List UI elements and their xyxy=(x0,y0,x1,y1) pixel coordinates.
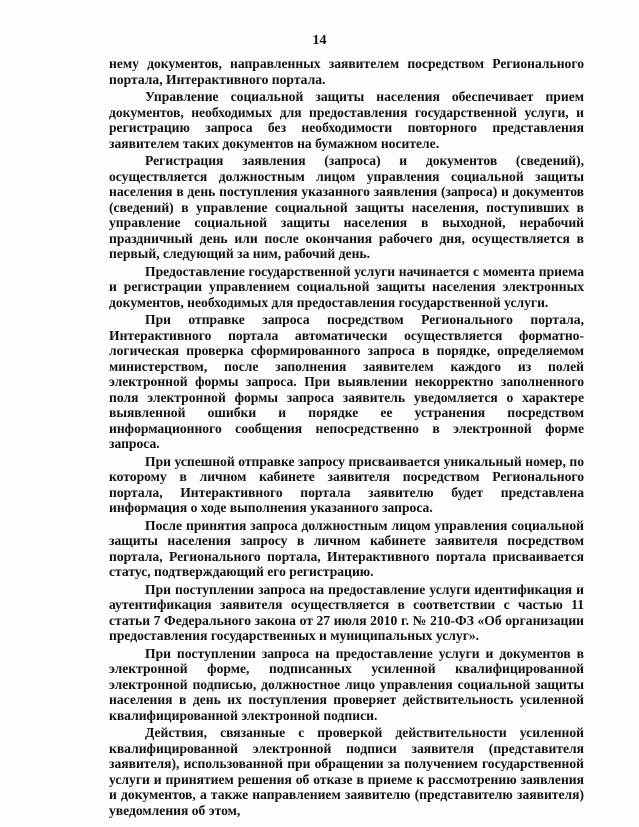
paragraph: Предоставление государственной услуги начинается с момента приема и регистрации управлением социальной защиты населения электронных документов, необходимых для предоставления государственной услуги. xyxy=(109,263,584,310)
paragraph: После принятия запроса должностным лицом управления социальной защиты населения запросу в личном кабинете заявителя посредством портала, Регионального портала, Интерактивного портала присваивается статус, подтверждающий его регистрацию. xyxy=(109,517,584,579)
page-number: 14 xyxy=(312,33,327,48)
paragraph-continuation: нему документов, направленных заявителем посредством Регионального портала, Интерактивного портала. xyxy=(109,56,584,87)
paragraph: Управление социальной защиты населения обеспечивает прием документов, необходимых для предоставления государственной услуги, и регистрацию запроса без необходимости повторного представления заявителем таких документов на бумажном носителе. xyxy=(109,89,584,151)
paragraph: Регистрация заявления (запроса) и документов (сведений), осуществляется должностным лицом управления социальной защиты населения в день поступления указанного заявления (запроса) и документов (сведений) в управление социальной защиты населения, поступивших в управление социальной защиты населения в выходной, нерабочий праздничный день или после окончания рабочего дня, осуществляется в первый, следующий за ним, рабочий день. xyxy=(109,153,584,261)
paragraph: При отправке запроса посредством Регионального портала, Интерактивного портала автоматически осуществляется форматно-логическая проверка сформированного запроса в порядке, определяемом министерством, после заполнения заявителем каждого из полей электронной формы запроса. При выявлении некорректно заполненного поля электронной формы запроса заявитель уведомляется о характере выявленной ошибки и порядке ее устранения посредством информационного сообщения непосредственно в электронной форме запроса. xyxy=(109,312,584,451)
document-body xyxy=(109,56,584,818)
paragraph: При поступлении запроса на предоставление услуги и документов в электронной форме, подписанных усиленной квалифицированной электронной подписью, должностное лицо управления социальной защиты населения в день их поступления проверяет действительность усиленной квалифицированной электронной подписи. xyxy=(109,645,584,723)
paragraph: Действия, связанные с проверкой действительности усиленной квалифицированной электронной подписи заявителя (представителя заявителя), использованной при обращении за получением государственной услуги и принятием решения об отказе в приеме к рассмотрению заявления и документов, а также направлением заявителю (представителю заявителя) уведомления об этом, xyxy=(109,725,584,818)
paragraph: При успешной отправке запросу присваивается уникальный номер, по которому в личном кабинете заявителя посредством Регионального портала, Интерактивного портала заявителю будет представлена информация о ходе выполнения указанного запроса. xyxy=(109,453,584,515)
paragraph: При поступлении запроса на предоставление услуги идентификация и аутентификация заявителя осуществляется в соответствии с частью 11 статьи 7 Федерального закона от 27 июля 2010 г. № 210-ФЗ «Об организации предоставления государственных и муниципальных услуг». xyxy=(109,581,584,643)
